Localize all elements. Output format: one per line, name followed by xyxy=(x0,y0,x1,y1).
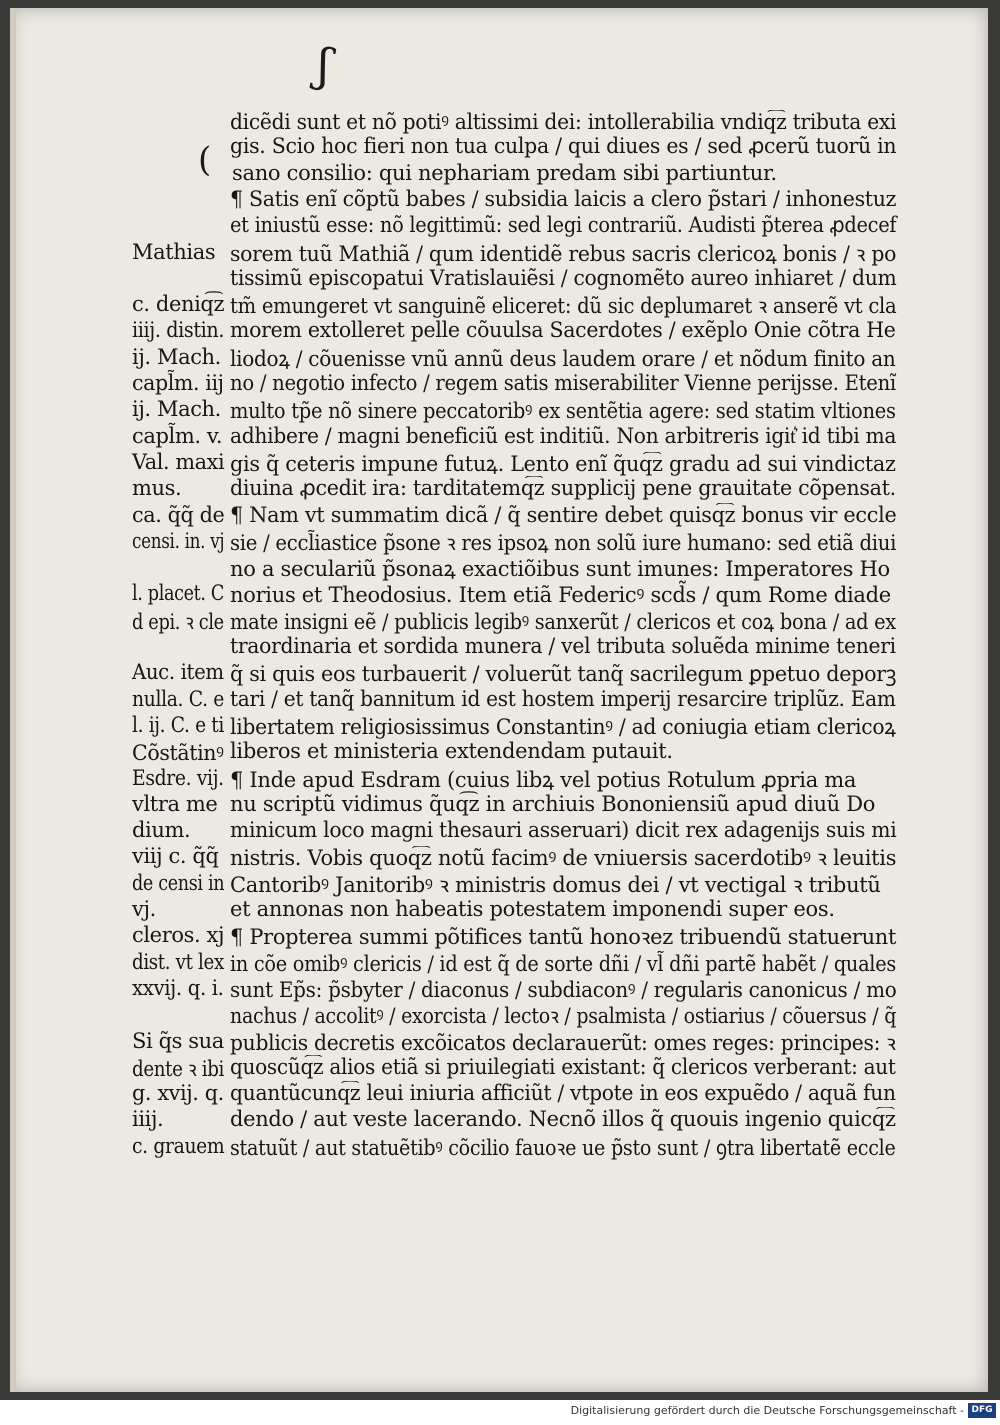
margin-note: viij c. q̃q̃ xyxy=(132,844,219,869)
text-line: quantũcunq͡z leui iniuria afficiũt / vtpote in eos expuẽdo / aquã fun xyxy=(230,1081,896,1106)
text-line: Cantoribꝰ Janitoribꝰ ꝛ ministris domus dei / vt vectigal ꝛ tributũ xyxy=(230,872,881,897)
margin-note: Esdre. vij. xyxy=(132,765,224,790)
margin-note: dist. vt lex xyxy=(132,949,224,974)
page-edge xyxy=(10,8,16,1392)
margin-note: ij. Mach. xyxy=(132,397,221,422)
text-line: in cõe omibꝰ clericis / id est q̃ de sorte dñi / vl̃ dñi partẽ habẽt / quales xyxy=(230,951,896,976)
margin-note: cleros. xj xyxy=(132,923,225,948)
text-line: norius et Theodosius. Item etiã Federicꝰ scd̃s / qum Rome diade xyxy=(230,583,891,608)
text-line: tissimũ episcopatui Vratislauiẽsi / cognomẽto aureo inhiaret / dum xyxy=(230,265,897,290)
margin-note: iiij. distin. xyxy=(132,318,225,343)
text-line: traordinaria et sordida munera / vel tributa soluẽda minime teneri xyxy=(230,634,896,658)
text-line: tm̃ emungeret vt sanguinẽ eliceret: dũ sic deplumaret ꝛ anserẽ vt cla xyxy=(230,294,897,319)
text-line: publicis decretis excõicatos declarauerũt: omes reges: principes: ꝛ xyxy=(230,1030,896,1055)
text-line: gis. Scio hoc fieri non tua culpa / qui diues es / sed ꝓcerũ tuorũ in xyxy=(230,134,897,159)
text-line: nu scriptũ vidimus q̃uq͡z in archiuis Bononiensiũ apud diuũ Do xyxy=(230,791,876,816)
margin-note: iiij. xyxy=(132,1107,164,1132)
text-line: dicẽdi sunt et nõ potiꝰ altissimi dei: intollerabilia vndiq͡z tributa exi xyxy=(230,110,897,134)
handwritten-mark-left: ( xyxy=(198,140,212,180)
text-line: et annonas non habeatis potestatem imponendi super eos. xyxy=(230,897,835,921)
margin-note: capl̃m. iij xyxy=(132,371,224,395)
text-line: no a seculariũ p̃sonaꝝ exactiõibus sunt imunes: Imperatores Ho xyxy=(230,557,890,582)
margin-note: c. deniq͡z xyxy=(132,292,225,317)
text-line: gis q̃ ceteris impune futuꝝ. Lento enĩ q̃uq͡z gradu ad sui vindictaz xyxy=(230,451,896,476)
text-line: statuũt / aut statuẽtibꝰ cõcilio fauoꝛe ue p̃sto sunt / ꝯtra libertatẽ eccle xyxy=(230,1135,896,1160)
margin-note: nulla. C. e xyxy=(132,686,225,711)
text-line: no / negotio infecto / regem satis miserabiliter Vienne perijsse. Etenĩ xyxy=(230,371,896,395)
margin-note: Si q̃s sua xyxy=(132,1028,224,1053)
margin-note: vj. xyxy=(132,897,156,921)
text-line: quoscũq͡z alios etiã si priuilegiati existant: q̃ clericos verberant: aut xyxy=(230,1054,896,1079)
margin-note: capl̃m. v. xyxy=(132,423,223,448)
margin-note: g. xvij. q. xyxy=(132,1081,224,1106)
margin-note: mus. xyxy=(132,476,182,501)
margin-note: Auc. item xyxy=(132,660,224,685)
text-line: tari / et tanq̃ bannitum id est hostem imperij resarcire triplũz. Eam xyxy=(230,686,896,711)
text-line: minicum loco magni thesauri asseruari) dicit rex adagenijs suis mi xyxy=(230,818,897,843)
text-line: dendo / aut veste lacerando. Necnõ illos q̃ quouis ingenio quicq͡z xyxy=(230,1107,896,1132)
text-line: ¶ Nam vt summatim dicã / q̃ sentire debet quisq͡z bonus vir eccle xyxy=(230,502,897,527)
margin-note: dium. xyxy=(132,818,191,843)
text-line: sie / eccl̃iastice p̃sone ꝛ res ipsoꝝ non solũ iure humano: sed etiã diui xyxy=(230,530,897,555)
margin-note: c. grauem xyxy=(132,1133,225,1158)
margin-note: de censi in xyxy=(132,870,225,895)
margin-note: censi. in. vj xyxy=(132,528,225,553)
text-line: diuina ꝓcedit ira: tarditatemq͡z supplicij pene grauitate cõpensat. xyxy=(230,476,896,501)
text-line: multo tp̃e nõ sinere peccatoribꝰ ex sentẽtia agere: sed statim vltiones xyxy=(230,399,896,424)
margin-note: l. ij. C. e ti xyxy=(132,712,224,737)
text-line: sunt Ep̃s: p̃sbyter / diaconus / subdiaconꝰ / regularis canonicus / mo xyxy=(230,977,897,1002)
text-line: sano consilio: qui nephariam predam sibi partiuntur. xyxy=(232,160,777,185)
margin-note: l. placet. C xyxy=(132,581,224,606)
margin-note: xxvij. q. i. xyxy=(132,975,224,1000)
text-line: ¶ Satis enĩ cõptũ babes / subsidia laicis a clero p̃stari / inhonestuz xyxy=(230,186,897,211)
text-line: ¶ Inde apud Esdram (cuius libꝝ vel potius Rotulum ꝓpria ma xyxy=(230,767,857,792)
margin-note: dente ꝛ ibi xyxy=(132,1056,225,1081)
margin-note: Cõstãtinꝰ xyxy=(132,741,224,766)
handwritten-mark-top: ʃ xyxy=(313,37,336,93)
margin-note: Val. maxi xyxy=(132,449,225,474)
text-line: libertatem religiosissimus Constantinꝰ / ad coniugia etiam clericoꝝ xyxy=(230,714,896,739)
text-line: q̃ si quis eos turbauerit / voluerũt tanq̃ sacrilegum ꝑpetuo deporꝫ xyxy=(230,662,897,687)
margin-note: Mathias xyxy=(132,239,216,264)
margin-note: ca. q̃q̃ de xyxy=(132,502,225,527)
text-line: morem extolleret pelle cõuulsa Sacerdotes / exẽplo Onie cõtra He xyxy=(230,318,896,343)
margin-note: d epi. ꝛ cle xyxy=(132,609,224,634)
margin-note: ij. Mach. xyxy=(132,344,221,369)
text-line: ¶ Propterea summi põtifices tantũ honoꝛez tribuendũ statuerunt xyxy=(230,925,897,950)
text-line: liodoꝝ / cõuenisse vnũ annũ deus laudem orare / et nõdum finito an xyxy=(230,346,896,371)
footer-credit: Digitalisierung gefördert durch die Deutsche Forschungsgemeinschaft - xyxy=(570,1404,964,1417)
text-line: mate insigni eẽ / publicis legibꝰ sanxerũt / clericos et coꝝ bona / ad ex xyxy=(230,609,896,634)
footer-bar xyxy=(0,1400,1000,1425)
text-line: sorem tuũ Mathiã / qum identidẽ rebus sacris clericoꝝ bonis / ꝛ po xyxy=(230,241,897,266)
margin-note: vltra me xyxy=(132,791,218,816)
text-line: nistris. Vobis quoq͡z notũ facimꝰ de vniuersis sacerdotibꝰ ꝛ leuitis xyxy=(230,846,897,871)
text-line: nachus / accolitꝰ / exorcista / lectoꝛ / psalmista / ostiarius / cõuersus / q̃ xyxy=(230,1004,897,1029)
text-line: liberos et ministeria extendendam putauit. xyxy=(230,739,673,764)
text-line: et iniustũ esse: nõ legittimũ: sed legi contrariũ. Audisti p̃terea ꝓdecef xyxy=(230,213,897,238)
dfg-logo: DFG xyxy=(968,1403,996,1418)
text-line: adhibere / magni beneficiũ est inditiũ. Non arbitreris igit͛ id tibi ma xyxy=(230,423,897,448)
